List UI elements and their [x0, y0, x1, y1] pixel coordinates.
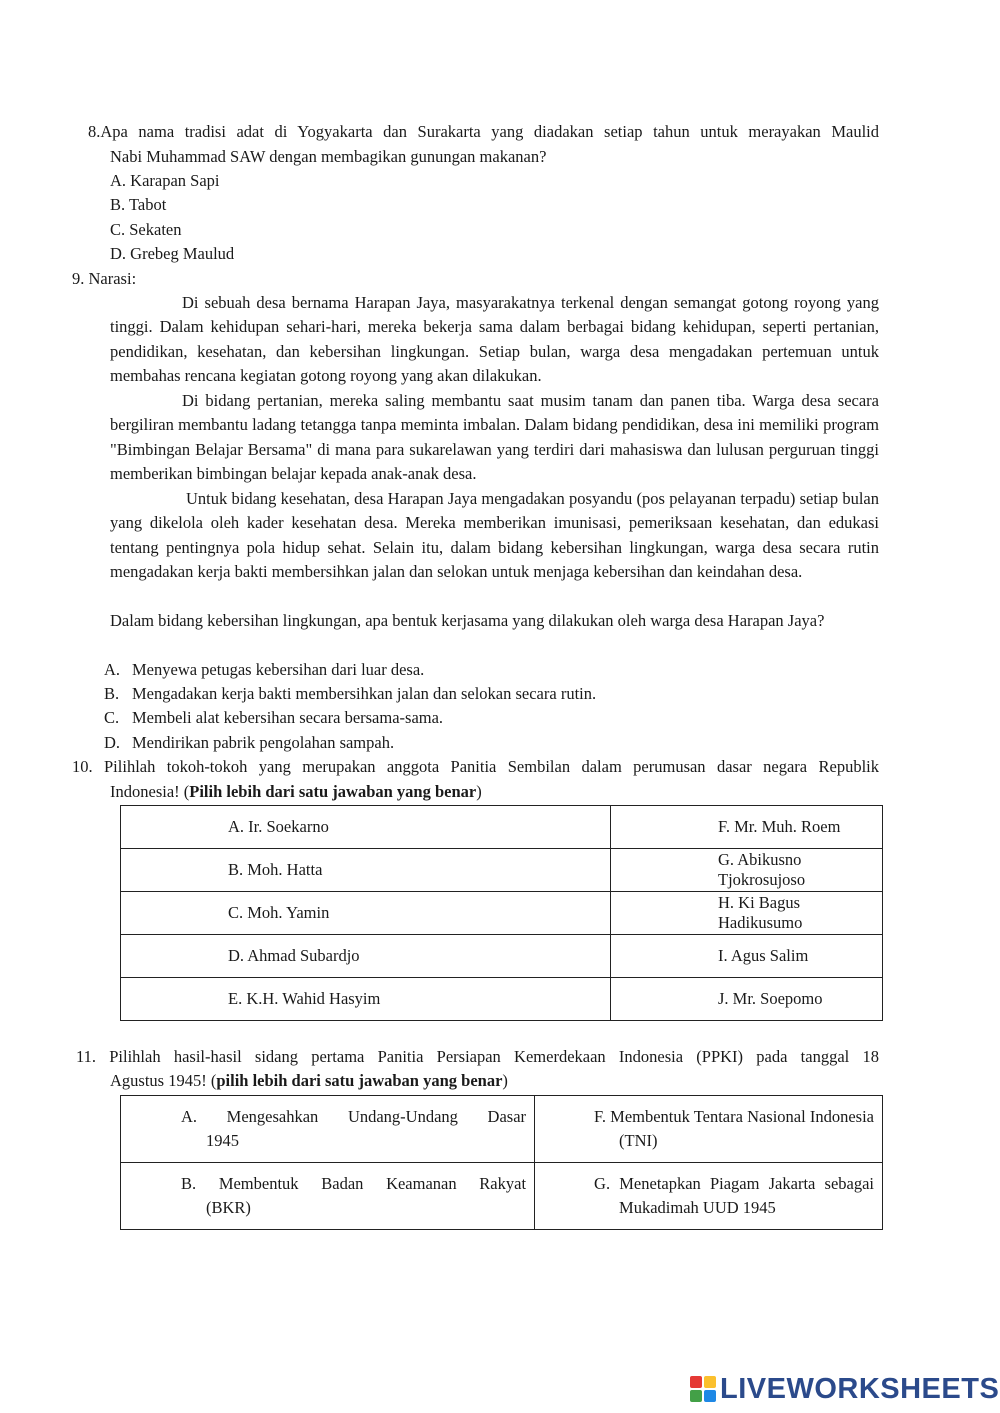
q8-option-c: C. Sekaten [110, 220, 182, 239]
q11-choice-f[interactable] [535, 1096, 883, 1163]
table-row [121, 806, 883, 849]
logo-square-1 [690, 1376, 702, 1388]
q10-choice-f[interactable]: F. Mr. Muh. Roem [611, 806, 883, 849]
q10-choice-j[interactable]: J. Mr. Soepomo [611, 978, 883, 1021]
q10-choice-g[interactable]: G. Abikusno Tjokrosujoso [611, 849, 883, 892]
q9-option-b [104, 682, 596, 706]
q10-line2-pre: Indonesia! ( [110, 782, 190, 801]
q9-question: Dalam bidang kebersihan lingkungan, apa bentuk kerjasama yang dilakukan oleh warga desa Harapan Jaya? [110, 611, 825, 630]
table-row [121, 978, 883, 1021]
q9-option-b-text: Mengadakan kerja bakti membersihkan jalan dan selokan secara rutin. [132, 684, 597, 703]
q11-instruction-bold: pilih lebih dari satu jawaban yang benar [216, 1071, 503, 1090]
q10-question-line2 [110, 780, 482, 804]
q9-option-a [104, 658, 424, 682]
logo-mark-icon [690, 1376, 716, 1402]
q11-line2-pre: Agustus 1945! ( [110, 1071, 217, 1090]
q9-option-c-letter: C. [104, 708, 120, 727]
q11-choice-g-line2: Mukadimah UUD 1945 [619, 1198, 776, 1217]
q8-question-line2: Nabi Muhammad SAW dengan membagikan gunungan makanan? [110, 147, 547, 166]
q8-question-line1: 8.Apa nama tradisi adat di Yogyakarta dan Surakarta yang diadakan setiap tahun untuk merayakan Maulid [88, 122, 879, 141]
q10-choice-b[interactable]: B. Moh. Hatta [121, 849, 611, 892]
q9-option-d-text: Mendirikan pabrik pengolahan sampah. [132, 733, 395, 752]
q11-choice-a-line1: A. Mengesahkan Undang-Undang Dasar [181, 1107, 527, 1126]
q9-option-a-letter: A. [104, 660, 121, 679]
q11-choice-g-line1: G. Menetapkan Piagam Jakarta sebagai [594, 1174, 874, 1193]
table-row [121, 1096, 883, 1163]
table-row [121, 1163, 883, 1230]
liveworksheets-logo [690, 1372, 999, 1406]
table-row [121, 849, 883, 892]
q10-answer-table [120, 805, 883, 1021]
q9-option-c [104, 706, 443, 730]
logo-square-3 [690, 1390, 702, 1402]
q9-option-c-text: Membeli alat kebersihan secara bersama-sama. [132, 708, 444, 727]
q8-option-a: A. Karapan Sapi [110, 171, 220, 190]
table-row [121, 892, 883, 935]
q11-line2-post: ) [502, 1071, 508, 1090]
q10-choice-h[interactable]: H. Ki Bagus Hadikusumo [611, 892, 883, 935]
q10-choice-c[interactable]: C. Moh. Yamin [121, 892, 611, 935]
q10-question-line1: 10. Pilihlah tokoh-tokoh yang merupakan anggota Panitia Sembilan dalam perumusan dasar negara Republik [72, 757, 879, 776]
q9-label: 9. Narasi: [72, 269, 137, 288]
q11-choice-a[interactable] [121, 1096, 535, 1163]
q8-option-d: D. Grebeg Maulud [110, 244, 235, 263]
q10-choice-i[interactable]: I. Agus Salim [611, 935, 883, 978]
q10-choice-a[interactable]: A. Ir. Soekarno [121, 806, 611, 849]
q11-choice-b-line1: B. Membentuk Badan Keamanan Rakyat [181, 1174, 527, 1193]
q11-answer-table [120, 1095, 883, 1230]
q10-instruction-bold: Pilih lebih dari satu jawaban yang benar [189, 782, 477, 801]
q9-option-d-letter: D. [104, 733, 121, 752]
q11-choice-b[interactable] [121, 1163, 535, 1230]
q8-option-b: B. Tabot [110, 195, 167, 214]
logo-square-2 [704, 1376, 716, 1388]
table-row [121, 935, 883, 978]
q11-choice-a-line2: 1945 [206, 1131, 239, 1150]
q10-choice-d[interactable]: D. Ahmad Subardjo [121, 935, 611, 978]
q9-paragraph-2: Di bidang pertanian, mereka saling membantu saat musim tanam dan panen tiba. Warga desa secara bergiliran membantu ladang tetangga tanpa meminta imbalan. Dalam bidang pendidikan, desa ini memiliki program "Bimbingan Belajar Bersama" di mana para sukarelawan yang terdiri dari mahasiswa dan lulusan perguruan tinggi memberikan bimbingan belajar kepada anak-anak desa. [110, 391, 879, 484]
q9-paragraph-1: Di sebuah desa bernama Harapan Jaya, masyarakatnya terkenal dengan semangat gotong royong yang tinggi. Dalam kehidupan sehari-hari, mereka bekerja sama dalam berbagai bidang kehidupan, seperti pertanian, pendidikan, kesehatan, dan kebersihan lingkungan. Setiap bulan, warga desa mengadakan pertemuan untuk membahas rencana kegiatan gotong royong yang akan dilakukan. [110, 293, 879, 386]
q9-option-a-text: Menyewa petugas kebersihan dari luar desa. [132, 660, 425, 679]
logo-text: LIVEWORKSHEETS [720, 1372, 1000, 1405]
q11-question-line1: 11. Pilihlah hasil-hasil sidang pertama Panitia Persiapan Kemerdekaan Indonesia (PPKI) pada tanggal 18 [76, 1047, 879, 1066]
q11-choice-f-line1: F. Membentuk Tentara Nasional Indonesia [594, 1107, 874, 1126]
q10-line2-post: ) [476, 782, 482, 801]
q11-choice-f-line2: (TNI) [619, 1131, 658, 1150]
logo-square-4 [704, 1390, 716, 1402]
q9-paragraph-3: Untuk bidang kesehatan, desa Harapan Jaya mengadakan posyandu (pos pelayanan terpadu) setiap bulan yang dikelola oleh kader kesehatan desa. Mereka memberikan imunisasi, pemeriksaan kesehatan, dan edukasi tentang pentingnya pola hidup sehat. Selain itu, dalam bidang kebersihan lingkungan, warga desa secara rutin mengadakan kerja bakti membersihkan jalan dan selokan untuk menjaga kebersihan dan keindahan desa. [110, 489, 879, 582]
q11-choice-b-line2: (BKR) [206, 1198, 251, 1217]
q11-question-line2 [110, 1069, 508, 1093]
q11-choice-g[interactable] [535, 1163, 883, 1230]
q9-option-b-letter: B. [104, 684, 120, 703]
q10-choice-e[interactable]: E. K.H. Wahid Hasyim [121, 978, 611, 1021]
q9-option-d [104, 731, 394, 755]
